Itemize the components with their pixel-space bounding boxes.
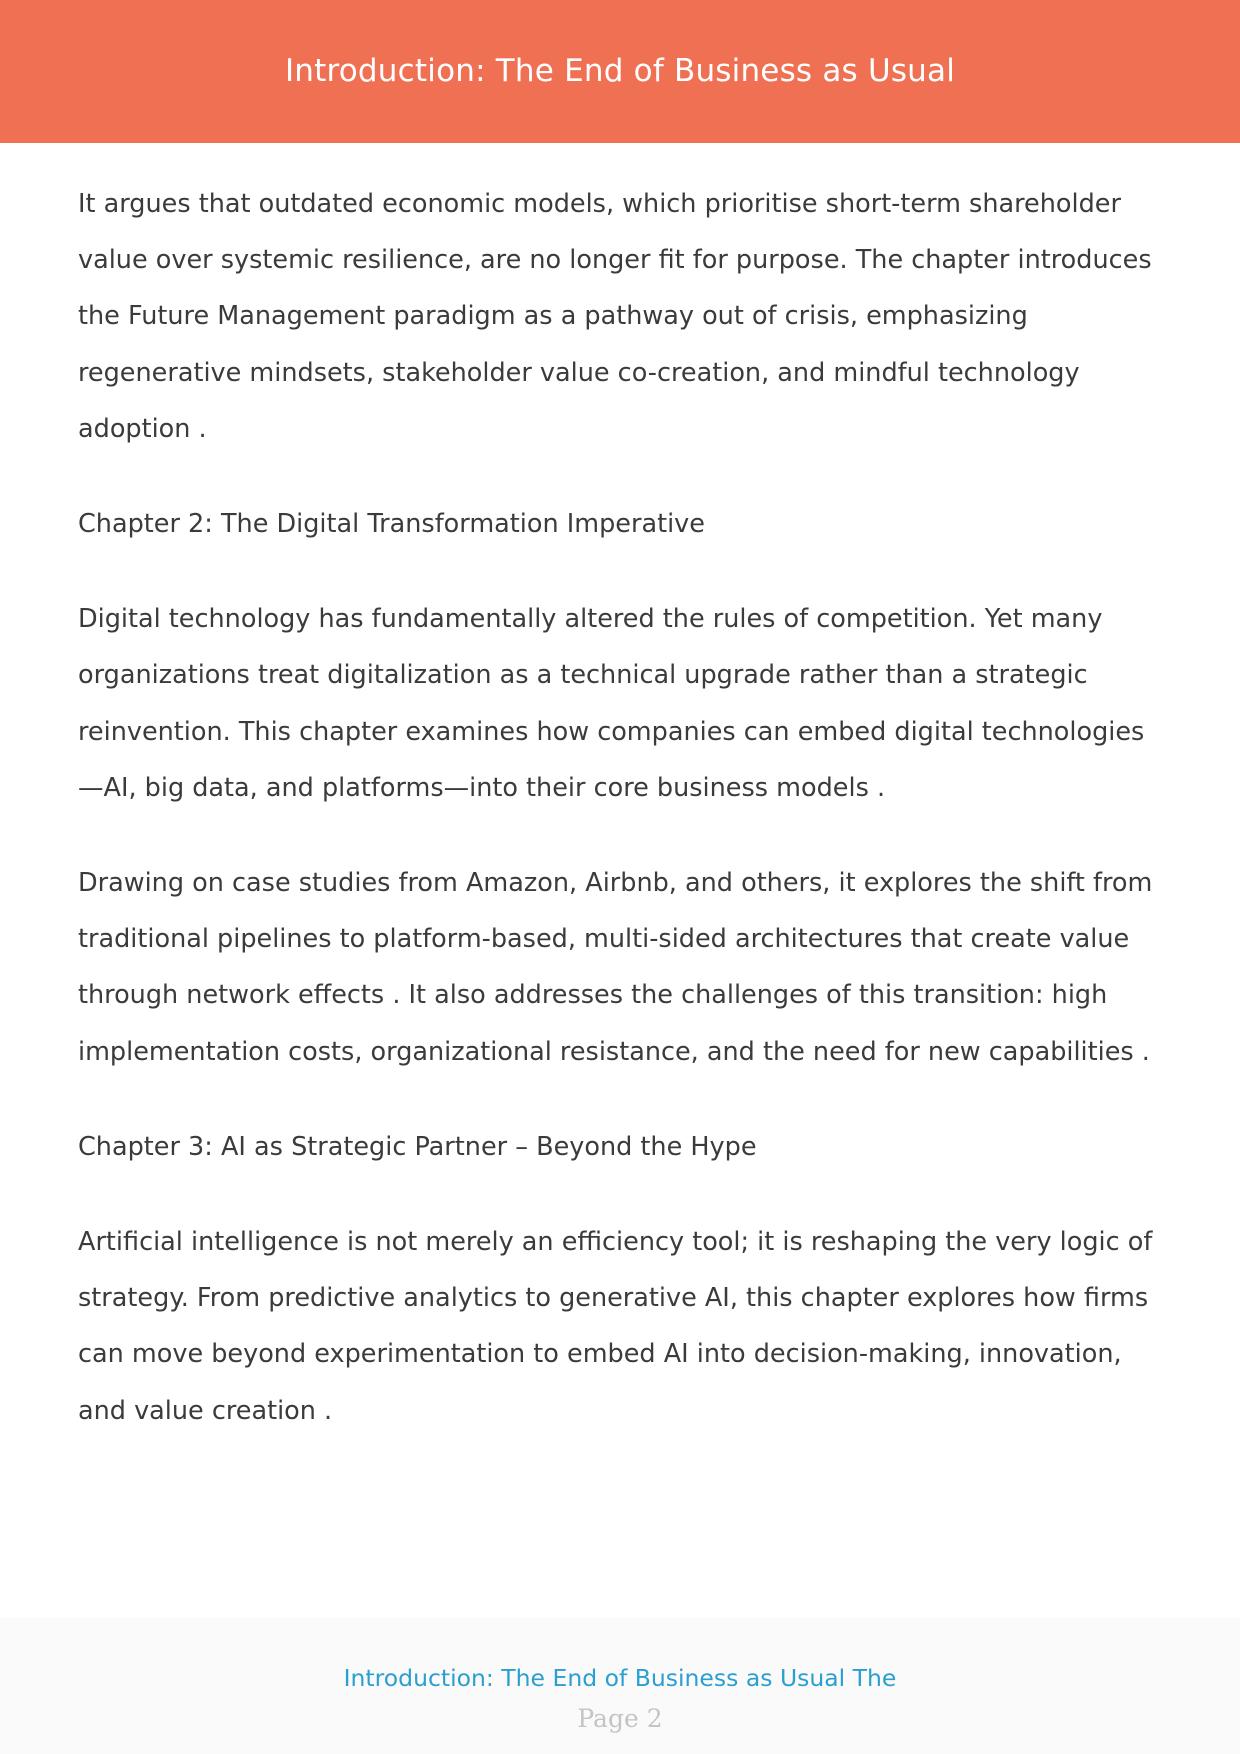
footer-title: Introduction: The End of Business as Usual The [343,1664,897,1692]
document-body [78,176,1168,1478]
page-number: Page 2 [577,1704,663,1733]
paragraph-chapter-2-intro: Digital technology has fundamentally altered the rules of competition. Yet many organizations treat digitalization as a technical upgrade rather than a strategic reinvention. This chapter examines how companies can embed digital technologies—AI, big data, and platforms—into their core business models . [78,604,1145,803]
paragraph-intro-conclusion: It argues that outdated economic models, which prioritise short-term shareholder value over systemic resilience, are no longer fit for purpose. The chapter introduces the Future Management paradigm as a pathway out of crisis, emphasizing regenerative mindsets, stakeholder value co-creation, and mindful technology adoption . [78,189,1152,444]
chapter-2-heading: Chapter 2: The Digital Transformation Imperative [78,509,705,540]
header-title: Introduction: The End of Business as Usual [284,52,956,89]
paragraph-chapter-2-cases: Drawing on case studies from Amazon, Airbnb, and others, it explores the shift from traditional pipelines to platform-based, multi-sided architectures that create value through network effects . It also addresses the challenges of this transition: high implementation costs, organizational resistance, and the need for new capabilities . [78,868,1153,1067]
page-footer [0,1618,1240,1754]
chapter-3-heading: Chapter 3: AI as Strategic Partner – Beyond the Hype [78,1131,757,1162]
page-header [0,0,1240,143]
paragraph-chapter-3-intro: Artificial intelligence is not merely an efficiency tool; it is reshaping the very logic of strategy. From predictive analytics to generative AI, this chapter explores how firms can move beyond experimentation to embed AI into decision-making, innovation, and value creation . [78,1227,1153,1426]
